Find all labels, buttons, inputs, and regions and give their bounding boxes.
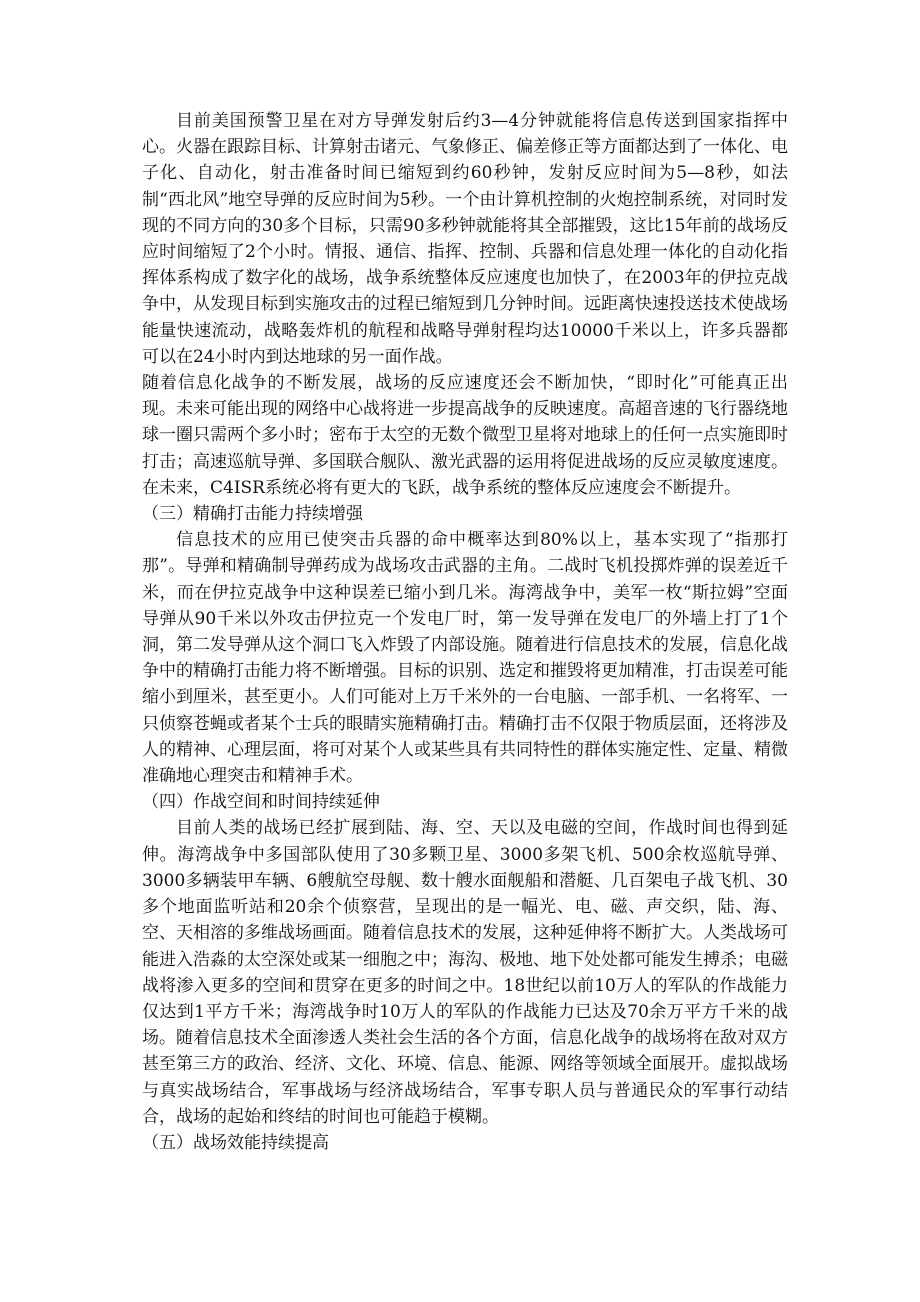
section-heading-battlefield-efficiency: （五）战场效能持续提高 [142, 1132, 329, 1153]
section-heading-precision-strike: （三）精确打击能力持续增强 [142, 504, 363, 525]
paragraph-future-reaction: 随着信息化战争的不断发展，战场的反应速度还会不断加快，“即时化”可能真正出现。未来可能出现的网络中心战将进一步提高战争的反映速度。高超音速的飞行器绕地球一圈只需两个多小时；密布于太空的无数个微型卫星将对地球上的任何一点实施即时打击；高速巡航导弹、多国联合舰队、激光武器的运用将促进战场的反应灵敏度速度。在未来，C4ISR系统必将有更大的飞跃，战争系统的整体反应速度会不断提升。 [142, 373, 788, 498]
section-heading-space-time: （四）作战空间和时间持续延伸 [142, 792, 380, 813]
paragraph-space-time: 目前人类的战场已经扩展到陆、海、空、天以及电磁的空间，作战时间也得到延伸。海湾战争中多国部队使用了30多颗卫星、3000多架飞机、500余枚巡航导弹、3000多辆装甲车辆、6艘航空母舰、数十艘水面舰船和潜艇、几百架电子战飞机、30多个地面监听站和20余个侦察营，呈现出的是一幅光、电、磁、声交织，陆、海、空、天相溶的多维战场画面。随着信息技术的发展，这种延伸将不断扩大。人类战场可能进入浩淼的太空深处或某一细胞之中；海沟、极地、地下处处都可能发生搏杀；电磁战将渗入更多的空间和贯穿在更多的时间之中。18世纪以前10万人的军队的作战能力仅达到1平方千米；海湾战争时10万人的军队的作战能力已达及70余万平方千米的战场。随着信息技术全面渗透人类社会生活的各个方面，信息化战争的战场将在敌对双方甚至第三方的政治、经济、文化、环境、信息、能源、网络等领域全面展开。虚拟战场与真实战场结合，军事战场与经济战场结合，军事专职人员与普通民众的军事行动结合，战场的起始和终结的时间也可能趋于模糊。 [142, 818, 788, 1127]
paragraph-reaction-speed: 目前美国预警卫星在对方导弹发射后约3—4分钟就能将信息传送到国家指挥中心。火器在跟踪目标、计算射击诸元、气象修正、偏差修正等方面都达到了一体化、电子化、自动化，射击准备时间已缩短到约60秒钟，发射反应时间为5—8秒，如法制“西北风”地空导弹的反应时间为5秒。一个由计算机控制的火炮控制系统，对同时发现的不同方向的30多个目标，只需90多秒钟就能将其全部摧毁，这比15年前的战场反应时间缩短了2个小时。情报、通信、指挥、控制、兵器和信息处理一体化的自动化指挥体系构成了数字化的战场，战争系统整体反应速度也加快了，在2003年的伊拉克战争中，从发现目标到实施攻击的过程已缩短到几分钟时间。远距离快速投送技术使战场能量快速流动，战略轰炸机的航程和战略导弹射程均达10000千米以上，许多兵器都可以在24小时内到达地球的另一面作战。 [142, 111, 788, 367]
paragraph-precision-strike: 信息技术的应用已使突击兵器的命中概率达到80%以上，基本实现了“指那打那”。导弹和精确制导弹药成为战场攻击武器的主角。二战时飞机投掷炸弹的误差近千米，而在伊拉克战争中这种误差已缩小到几米。海湾战争中，美军一枚“斯拉姆”空面导弹从90千米以外攻击伊拉克一个发电厂时，第一发导弹在发电厂的外墙上打了1个洞，第二发导弹从这个洞口飞入炸毁了内部设施。随着进行信息技术的发展，信息化战争中的精确打击能力将不断增强。目标的识别、选定和摧毁将更加精准，打击误差可能缩小到厘米，甚至更小。人们可能对上万千米外的一台电脑、一部手机、一名将军、一只侦察苍蝇或者某个士兵的眼睛实施精确打击。精确打击不仅限于物质层面，还将涉及人的精神、心理层面，将可对某个人或某些具有共同特性的群体实施定性、定量、精微准确地心理突击和精神手术。 [142, 530, 788, 787]
document-body [142, 108, 788, 1156]
